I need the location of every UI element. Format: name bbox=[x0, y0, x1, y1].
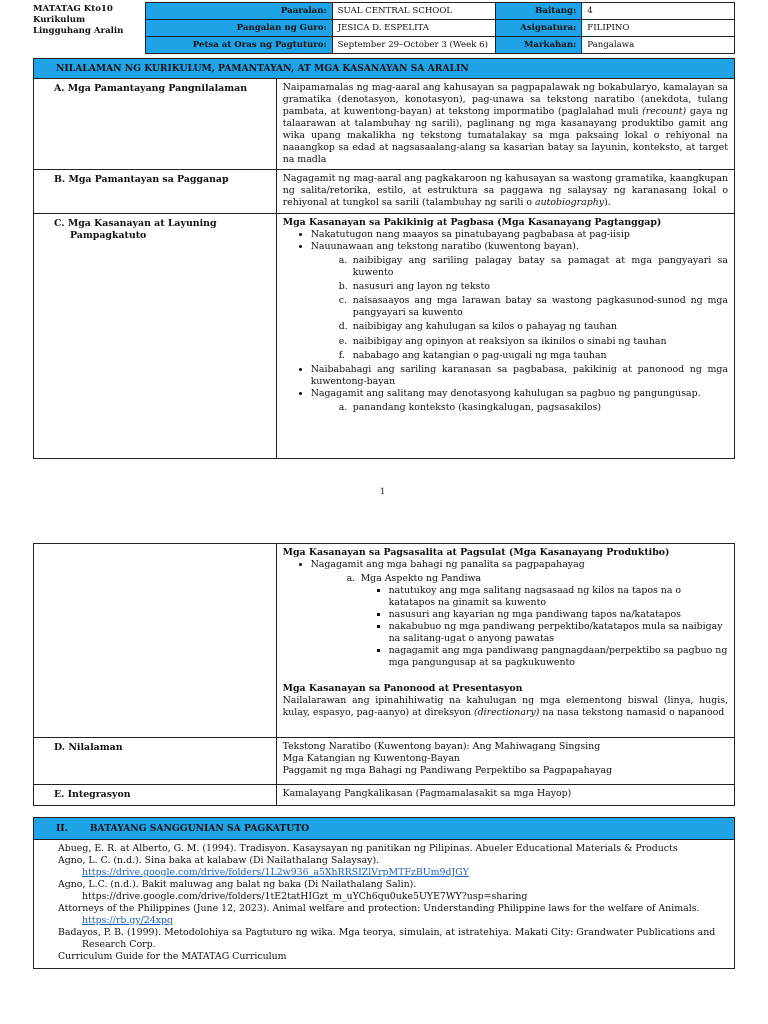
c-sub-item: f. nababago ang katangian o pag-uugali ng mga tauhan bbox=[338, 349, 607, 361]
baitang-label: Baitang: bbox=[496, 3, 582, 20]
produktibo-bullet-1: • Nagagamit ang mga bahagi ng panalita sa pagpapahayag a. Mga Aspekto ng Pandiwa ▪ natutukoy ang mga salitang nagsasaad ng kilos na tapos na o katatapos na ginamit sa kuwento ▪ nasusuri ang kayarian ng mga pandiwang tapos na/katatapos ▪ nakabubuo ng mga pandiwang perpektibo/katatapos mula sa naibigay na salitang-ugat o anyong pawatas ▪ nagagamit ang mga pandiwang pangnagdaan/perpektibo sa pagbuo ng mga pangungusap at sa pagkukuwento bbox=[311, 559, 728, 669]
row-pamantayang-pangnilalaman bbox=[34, 79, 735, 170]
c-sub-list bbox=[311, 255, 728, 361]
row-a-text: Naipamamalas ng mag-aaral ang kahusayan sa pagpapalawak ng bokabularyo, kamalayan sa gramatika (denotasyon, konotasyon), pag-unawa sa tekstong naratibo (anekdota, tulang pambata, at kuwentong-bayan) at tekstong impormatibo (paglalahad muli (recount) gaya ng talaarawan at talambuhay ng sarili), paglinang ng mga kasanayang produktibo gamit ang wika upang makalikha ng tekstong tumatalakay sa mga paksaing lokal o rehiyonal na naaangkop sa edad at nagsasaalang-alang sa kasarian batay sa layunin, konteksto, at target na madla bbox=[276, 79, 734, 170]
c-bullet-4a: a. panandang konteksto (kasingkalugan, pagsasakilos) bbox=[338, 401, 601, 413]
c-sub-item: b. nasusuri ang layon ng teksto bbox=[338, 281, 490, 293]
reference-2: Agno, L. C. (n.d.). Sina baka at kalabaw (Di Nailathalang Salaysay). bbox=[58, 855, 380, 867]
guro-value: JESICA D. ESPELITA bbox=[332, 20, 496, 37]
row-a-label: A. Mga Pamantayang Pangnilalaman bbox=[34, 79, 277, 170]
doc-title-line-3: Lingguhang Aralin bbox=[33, 26, 124, 37]
doc-title-block bbox=[33, 4, 145, 38]
row-integrasyon bbox=[34, 785, 735, 806]
section-2-title: II. BATAYANG SANGGUNIAN SA PAGKATUTO bbox=[34, 818, 735, 840]
row-kasanayan-layunin bbox=[34, 214, 735, 459]
markahan-label: Markahan: bbox=[496, 37, 582, 54]
c-sub-item: c. naisasaayos ang mga larawan batay sa wastong pagkasunod-sunod ng mga pangyayari sa kuwento bbox=[338, 295, 728, 319]
row-b-label: B. Mga Pamantayan sa Pagganap bbox=[34, 170, 277, 214]
c-bullet-3: • Naibabahagi ang sariling karanasan sa pagbabasa, pakikinig at panonood ng mga kuwentong-bayan bbox=[311, 364, 728, 388]
c-sub-item: d. naibibigay ang kahulugan sa kilos o pahayag ng tauhan bbox=[338, 321, 618, 333]
c-sub-item: a. naibibigay ang sariling palagay batay sa pamagat at mga pangyayari sa kuwento bbox=[338, 255, 728, 279]
aspekto-item: ▪ nasusuri ang kayarian ng mga pandiwang tapos na/katatapos bbox=[389, 609, 728, 621]
doc-title-line-1: MATATAG Kto10 bbox=[33, 4, 113, 14]
page-number: 1 bbox=[380, 487, 386, 497]
aspekto-item: ▪ nakabubuo ng mga pandiwang perpektibo/katatapos mula sa naibigay na salitang-ugat o anyong pawatas bbox=[389, 621, 728, 645]
c-sub-item: e. naibibigay ang opinyon at reaksiyon sa ikinilos o sinabi ng tauhan bbox=[338, 335, 667, 347]
baitang-value: 4 bbox=[582, 3, 735, 20]
header-table bbox=[145, 2, 735, 54]
guro-label: Pangalan ng Guro: bbox=[146, 20, 333, 37]
panonood-heading: Mga Kasanayan sa Panonood at Presentasyon bbox=[282, 683, 523, 695]
row-e-content: Kamalayang Pangkalikasan (Pagmamalasakit sa mga Hayop) bbox=[276, 785, 734, 806]
row-d-content: Tekstong Naratibo (Kuwentong bayan): Ang Mahiwagang Singsing Mga Katangian ng Kuwentong-Bayan Paggamit ng mga Bahagi ng Pandiwang Perpektibo sa Pagpapahayag bbox=[276, 738, 734, 785]
curriculum-table-cont bbox=[33, 543, 735, 806]
aspekto-pandiwa: a. Mga Aspekto ng Pandiwa ▪ natutukoy ang mga salitang nagsasaad ng kilos na tapos na o katatapos na ginamit sa kuwento ▪ nasusuri ang kayarian ng mga pandiwang tapos na/katatapos ▪ nakabubuo ng mga pandiwang perpektibo/katatapos mula sa naibigay na salitang-ugat o anyong pawatas ▪ nagagamit ang mga pandiwang pangnagdaan/perpektibo sa pagbuo ng mga pangungusap at sa pagkukuwento bbox=[347, 573, 728, 669]
section-1-title: NILALAMAN NG KURIKULUM, PAMANTAYAN, AT MGA KASANAYAN SA ARALIN bbox=[34, 59, 735, 79]
markahan-value: Pangalawa bbox=[582, 37, 735, 54]
row-c-content bbox=[276, 214, 734, 459]
row-nilalaman bbox=[34, 738, 735, 785]
produktibo-content bbox=[276, 544, 734, 738]
aspekto-item: ▪ natutukoy ang mga salitang nagsasaad ng kilos na tapos na o katatapos na ginamit sa kuwento bbox=[389, 585, 728, 609]
reference-4-link[interactable]: https://rb.gy/24xpq bbox=[82, 915, 173, 927]
petsa-value: September 29–October 3 (Week 6) bbox=[332, 37, 496, 54]
aspekto-item: ▪ nagagamit ang mga pandiwang pangnagdaan/perpektibo sa pagbuo ng mga pangungusap at sa pagkukuwento bbox=[389, 645, 728, 669]
reference-6: Curriculum Guide for the MATATAG Curriculum bbox=[58, 951, 287, 963]
paaralan-label: Paaralan: bbox=[146, 3, 333, 20]
reference-4: Attorneys of the Philippines (June 12, 2023). Animal welfare and protection: Understanding Philippine laws for the welfare of Animals. bbox=[58, 903, 700, 915]
paaralan-value: SUAL CENTRAL SCHOOL bbox=[332, 3, 496, 20]
row-b-text: Nagagamit ng mag-aaral ang pagkakaroon ng kahusayan sa wastong gramatika, kaangkupan ng salita/retorika, estilo, at estruktura sa paggawa ng salaysay ng karanasang lokal o rehiyonal at tungkol sa sarili (talambuhay ng sarili o autobiography). bbox=[276, 170, 734, 214]
row-d-label: D. Nilalaman bbox=[34, 738, 277, 785]
c-bullet-4: • Nagagamit ang salitang may denotasyong kahulugan sa pagbuo ng pangungusap. a. panandang konteksto (kasingkalugan, pagsasakilos) bbox=[311, 388, 728, 414]
reference-3-link[interactable]: https://drive.google.com/drive/folders/1tE2tatHIGzt_m_uYCh6qu0uke5UYE7WY?usp=sharing bbox=[82, 891, 528, 903]
asignatura-label: Asignatura: bbox=[496, 20, 582, 37]
aspekto-list bbox=[373, 585, 728, 669]
c-bullet-1: • Nakatutugon nang maayos sa pinatubayang pagbabasa at pag-iisip bbox=[311, 229, 728, 241]
reference-1: Abueg, E. R. at Alberto, G. M. (1994). Tradisyon. Kasaysayan ng panitikan ng Pilipinas. Abueler Educational Materials & Products bbox=[58, 843, 678, 854]
panonood-text: Nailalarawan ang ipinahihiwatig na kahulugan ng mga elementong biswal (linya, hugis, kulay, espasyo, pag-aanyo) at direksyon (directionary) na nasa tekstong namasid o napanood bbox=[282, 695, 728, 719]
curriculum-table bbox=[33, 58, 735, 459]
c-heading: Mga Kasanayan sa Pakikinig at Pagbasa (Mga Kasanayang Pagtanggap) bbox=[282, 217, 662, 229]
reference-5: Badayos, P. B. (1999). Metodolohiya sa Pagtuturo ng wika. Mga teorya, simulain, at istratehiya. Makati City: Grandwater Publications and Research Corp. bbox=[58, 927, 716, 951]
sanggunian-table bbox=[33, 817, 735, 969]
row-pamantayan-pagganap bbox=[34, 170, 735, 214]
row-c-label: C. Mga Kasanayan at Layuning Pampagkatuto bbox=[34, 214, 277, 459]
petsa-label: Petsa at Oras ng Pagtuturo: bbox=[146, 37, 333, 54]
asignatura-value: FILIPINO bbox=[582, 20, 735, 37]
doc-title-line-2: Kurikulum bbox=[33, 15, 86, 26]
references-list bbox=[34, 840, 735, 969]
produktibo-heading: Mga Kasanayan sa Pagsasalita at Pagsulat (Mga Kasanayang Produktibo) bbox=[282, 547, 670, 558]
reference-3: Agno, L.C. (n.d.). Bakit maluwag ang balat ng baka (Di Nailathalang Salin). bbox=[58, 879, 417, 891]
reference-2-link[interactable]: https://drive.google.com/drive/folders/1L2w936_a5XhRRSIZlVrpMTFzBUm9dJGY bbox=[82, 867, 469, 879]
row-e-label: E. Integrasyon bbox=[34, 785, 277, 806]
c-bullet-2: • Nauunawaan ang tekstong naratibo (kuwentong bayan). a. naibibigay ang sariling palagay batay sa pamagat at mga pangyayari sa kuwento b. nasusuri ang layon ng teksto c. naisasaayos ang mga larawan batay sa wastong pagkasunod-sunod ng mga pangyayari sa kuwento d. naibibigay ang kahulugan sa kilos o pahayag ng tauhan e. naibibigay ang opinyon at reaksiyon sa ikinilos o sinabi ng tauhan f. nababago ang katangian o pag-uugali ng mga tauhan bbox=[311, 241, 728, 361]
